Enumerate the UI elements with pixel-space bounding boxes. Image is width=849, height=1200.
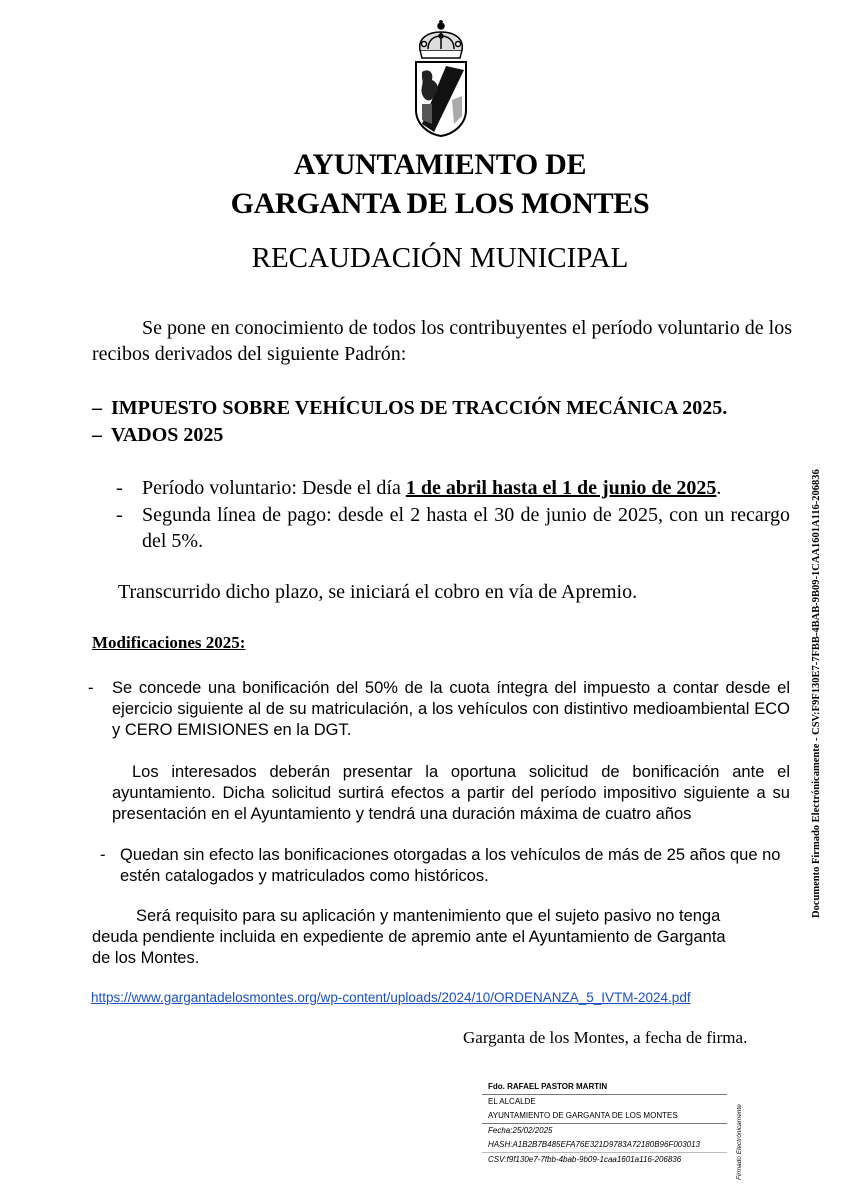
modification-note: Será requisito para su aplicación y mantenimiento que el sujeto pasivo no tenga deuda pendiente incluida en expediente de apremio ante el Ayuntamiento de Garganta de los Montes.: [92, 907, 726, 967]
coat-of-arms-crest: [410, 20, 472, 138]
page-subtitle: RECAUDACIÓN MUNICIPAL: [251, 242, 629, 274]
signature-hash: HASH:A1B2B7B485EFA76E321D9783A72180B96F003013: [488, 1140, 701, 1149]
second-payment-text: Segunda línea de pago: desde el 2 hasta el 30 de junio de 2025, con un recargo del 5%.: [142, 504, 790, 552]
voluntary-period-label: Período voluntario: Desde el día: [142, 477, 406, 499]
apremio-paragraph: Transcurrido dicho plazo, se iniciará el cobro en vía de Apremio.: [118, 581, 638, 603]
electronic-signature-side-note: Documento Firmado Electrónicamente - CSV:F9F130E7-7FBB-4BAB-9B09-1CAA1601A116-206836: [811, 469, 822, 918]
modifications-heading: Modificaciones 2025:: [92, 633, 246, 652]
padron-item-label: IMPUESTO SOBRE VEHÍCULOS DE TRACCIÓN MECÁNICA 2025.: [111, 397, 728, 419]
signatory-role: EL ALCALDE: [488, 1097, 536, 1106]
list-dash: -: [116, 504, 123, 526]
voluntary-period-dates: 1 de abril hasta el 1 de junio de 2025: [405, 477, 717, 499]
crown-icon: [420, 20, 463, 58]
list-dash: -: [116, 477, 123, 499]
shield-icon: [416, 62, 466, 136]
signatory-org: AYUNTAMIENTO DE GARGANTA DE LOS MONTES: [488, 1111, 678, 1120]
page-title-line1: AYUNTAMIENTO DE: [293, 148, 587, 181]
list-dash: -: [100, 846, 106, 864]
signature-side-label: Firmado Electrónicamente: [736, 1104, 743, 1180]
modification-item: [100, 845, 790, 887]
signature-box: [482, 1079, 727, 1174]
list-dash: –: [92, 424, 102, 446]
signatory-name: Fdo. RAFAEL PASTOR MARTIN: [488, 1082, 608, 1091]
intro-paragraph: Se pone en conocimiento de todos los contribuyentes el período voluntario de los recibos derivados del siguiente Padrón:: [92, 317, 792, 365]
signature-date: Fecha:25/02/2025: [488, 1126, 553, 1135]
voluntary-period-item: [116, 475, 796, 501]
padron-item-label: VADOS 2025: [111, 424, 224, 446]
signature-csv: CSV:f9f130e7-7fbb-4bab-9b09-1caa1601a116-206836: [488, 1155, 682, 1164]
modification-item-text: Quedan sin efecto las bonificaciones otorgadas a los vehículos de más de 25 años que no estén catalogados y matriculados como históricos.: [120, 846, 781, 885]
padron-item: [92, 422, 812, 448]
list-dash: -: [88, 679, 94, 697]
padron-item: [92, 395, 812, 421]
list-dash: –: [92, 397, 102, 419]
second-payment-item: [116, 502, 790, 554]
voluntary-period-suffix: .: [716, 477, 722, 499]
ordinance-link[interactable]: https://www.gargantadelosmontes.org/wp-content/uploads/2024/10/ORDENANZA_5_IVTM-2024.pdf: [91, 990, 691, 1005]
page-title-line2: GARGANTA DE LOS MONTES: [230, 187, 650, 220]
modification-item-text: Se concede una bonificación del 50% de la cuota íntegra del impuesto a contar desde el ejercicio siguiente al de su matriculación, a los vehículos con distintivo medioambiental ECO y CERO EMISIONES en la DGT.: [112, 679, 790, 739]
modification-note: Los interesados deberán presentar la oportuna solicitud de bonificación ante el ayuntamiento. Dicha solicitud surtirá efectos a partir del período impositivo siguiente a su presentación en el Ayuntamiento y tendrá una duración máxima de cuatro años: [112, 763, 790, 823]
modification-item: [88, 678, 790, 741]
place-date: Garganta de los Montes, a fecha de firma.: [463, 1028, 748, 1047]
ordinance-link-wrapper: [91, 989, 691, 1007]
